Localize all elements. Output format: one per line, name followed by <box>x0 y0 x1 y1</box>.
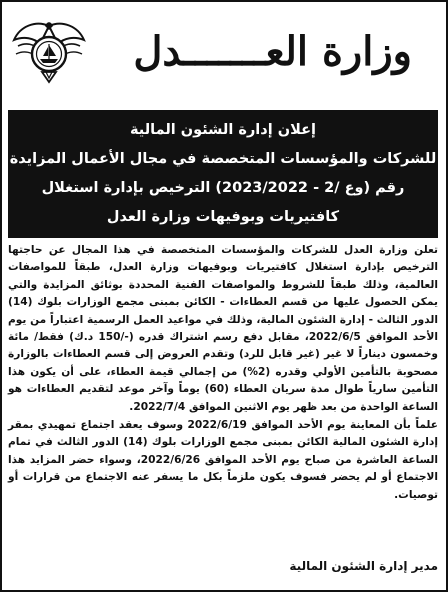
banner-line-3: رقم (وع /2 - 2023/2022) الترخيص بإدارة استغلال <box>41 180 405 196</box>
banner-line-2: للشركات والمؤسسات المتخصصة في مجال الأعمال المزايدة <box>9 151 437 167</box>
masthead <box>2 2 446 112</box>
banner-line-1: إعلان إدارة الشئون المالية <box>130 122 316 138</box>
signature: مدير إدارة الشئون المالية <box>289 559 438 573</box>
kuwait-emblem-icon <box>10 16 88 86</box>
ministry-title: وزارة العـــــــدل <box>133 28 412 75</box>
body-paragraph-1: تعلن وزارة العدل للشركات والمؤسسات المتخصصة في هذا المجال عن حاجتها الترخيص بإدارة استغلال كافتيريات وبوفيهات وزارة العدل، طبقاً للمواصفات العالمية، وذلك طبقاً للشروط والمواصفات الفنية المحددة بوثائق المزايدة والتي يمكن الحصول عليها من قسم العطاءات - الكائن بمبنى مجمع الوزارات بلوك (14) الدور الثالث - إدارة الشئون المالية، وذلك في مواعيد العمل الرسمية اعتباراً من يوم الأحد الموافق 2022/6/5، مقابل دفع رسم اشتراك قدره (-/150 د.ك) فقط/ مائة وخمسون ديناراً لا غير (غير قابل للرد) وتقدم العروض إلى قسم العطاءات بالوزارة مصحوبة بالتأمين الأولي وقدره (2%) من إجمالي قيمة العطاء، على أن يكون هذا التأمين سارياً طوال مدة سريان العطاء (60) يوماً وآخر موعد لتقديم العطاءات هو الساعة الواحدة من بعد ظهر يوم الاثنين الموافق 2022/7/4. <box>8 244 438 413</box>
announcement-banner <box>8 110 438 238</box>
body-paragraph-2: علماً بأن المعاينة يوم الأحد الموافق 2022/6/19 وسوف يعقد اجتماع تمهيدي بمقر إدارة الشئون المالية الكائن بمبنى مجمع الوزارات بلوك (14) الدور الثالث في تمام الساعة العاشرة من صباح يوم الأحد الموافق 2022/6/26، وسواء حضر المزايد هذا الاجتماع أو لم يحضر فسوف يكون ملزماً بكل ما يسفر عنه الاجتماع من قرارات أو توصيات. <box>8 419 438 501</box>
announcement-body <box>8 242 438 562</box>
banner-line-4: كافتيريات وبوفيهات وزارة العدل <box>106 209 340 225</box>
